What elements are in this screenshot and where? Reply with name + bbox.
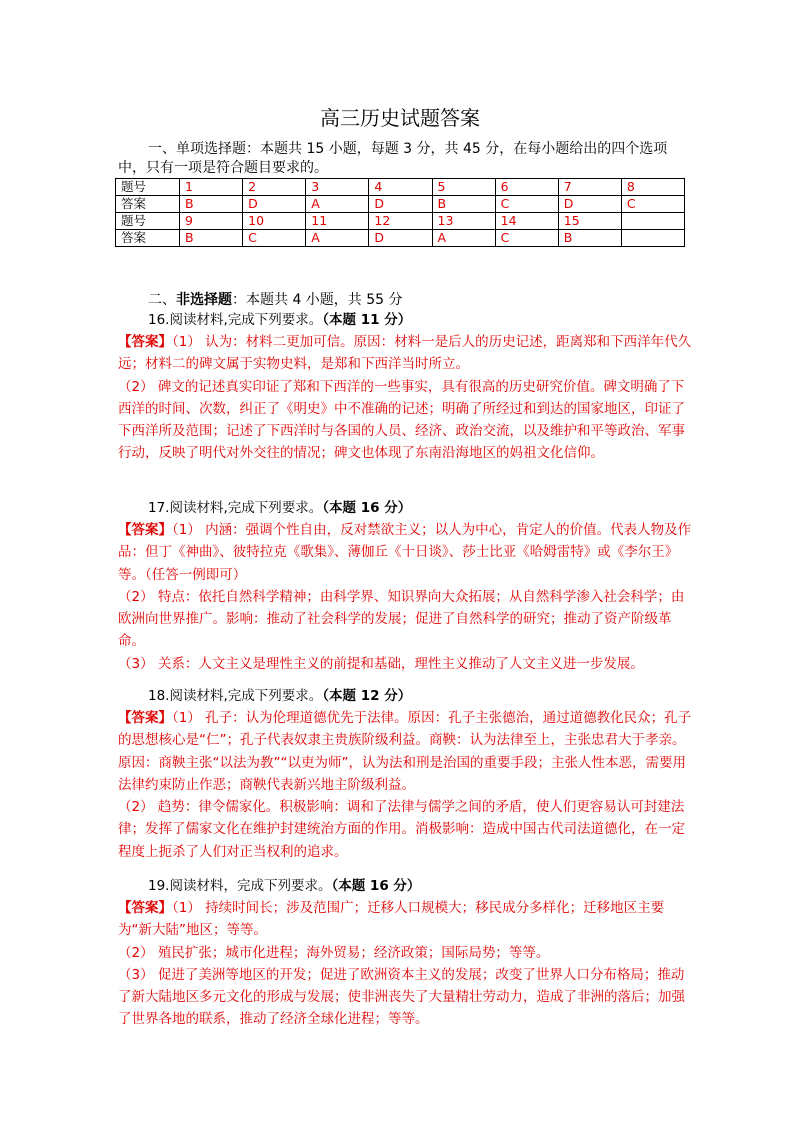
table-cell: A (306, 230, 369, 247)
table-row-answers (116, 230, 685, 247)
table-cell: D (558, 196, 621, 213)
table-row-label: 答案 (116, 230, 180, 247)
table-cell: 5 (432, 179, 495, 196)
table-cell: B (180, 230, 243, 247)
answer-part-3: （3） 促进了美洲等地区的开发；促进了欧洲资本主义的发展；改变了世界人口分布格局；推动了新大陆地区多元文化的形成与发展；使非洲丧失了大量精壮劳动力，造成了非洲的落后；加强了世界各地的联系，推动了经济全球化进程；等等。 (118, 966, 685, 1028)
question-18-score: （本题 12 分） (322, 688, 412, 704)
page-title: 高三历史试题答案 (320, 106, 480, 130)
question-18-heading (118, 686, 693, 707)
table-row-label: 题号 (116, 179, 180, 196)
section2-bold-label: 非选择题 (176, 292, 232, 308)
question-18-text: 18.阅读材料,完成下列要求。 (148, 688, 323, 704)
table-cell: 13 (432, 213, 495, 230)
answer-part-2: （2） 殖民扩张；城市化进程；海外贸易；经济政策；国际局势；等等。 (118, 944, 550, 961)
table-cell: 8 (621, 179, 684, 196)
table-row-question-numbers (116, 213, 685, 230)
question-16-heading (118, 310, 693, 331)
table-cell: 3 (306, 179, 369, 196)
section2-rest: ：本题共 4 小题，共 55 分 (232, 292, 403, 308)
table-cell: D (369, 196, 432, 213)
answer-tag: 【答案】 (118, 522, 172, 538)
question-16-answer (118, 331, 693, 465)
table-cell: C (495, 196, 558, 213)
table-cell: 9 (180, 213, 243, 230)
table-cell: C (621, 196, 684, 213)
section2-heading (148, 290, 403, 310)
table-cell (621, 213, 684, 230)
question-19-text: 19.阅读材料，完成下列要求。 (148, 878, 332, 894)
question-19-answer (118, 897, 693, 1031)
question-19-score: （本题 16 分） (331, 878, 421, 894)
answer-part-2: （2） 特点：依托自然科学精神；由科学界、知识界向大众拓展；从自然科学渗入社会科学；由欧洲向世界推广。影响：推动了社会科学的发展；促进了自然科学的研究；推动了资产阶级革命。 (118, 588, 685, 650)
table-cell: B (180, 196, 243, 213)
question-17-text: 17.阅读材料,完成下列要求。 (148, 500, 323, 516)
table-row-label: 题号 (116, 213, 180, 230)
table-cell: 6 (495, 179, 558, 196)
table-cell: 1 (180, 179, 243, 196)
answer-part-2: （2） 碑文的记述真实印证了郑和下西洋的一些事实，具有很高的历史研究价值。碑文明确了下西洋的时间、次数，纠正了《明史》中不准确的记述；明确了所经过和到达的国家地区，印证了下西洋所及范围；记述了下西洋时与各国的人员、经济、政治交流，以及维护和平等政治、军事行动，反映了明代对外交往的情况；碑文也体现了东南沿海地区的妈祖文化信仰。 (118, 378, 685, 462)
answer-table (115, 178, 685, 247)
question-17-answer (118, 519, 693, 675)
table-cell: B (432, 196, 495, 213)
table-cell: 15 (558, 213, 621, 230)
table-cell: 12 (369, 213, 432, 230)
question-16-text: 16.阅读材料,完成下列要求。 (148, 312, 323, 328)
section2-prefix: 二、 (148, 292, 176, 308)
table-cell: D (369, 230, 432, 247)
table-row-answers (116, 196, 685, 213)
answer-part-1: （1） 持续时间长；涉及范围广；迁移人口规模大；移民成分多样化；迁移地区主要为“新大陆”地区；等等。 (118, 900, 665, 939)
question-18-answer (118, 707, 693, 863)
table-cell (621, 230, 684, 247)
section1-instructions: 一、单项选择题：本题共 15 小题，每题 3 分，共 45 分，在每小题给出的四个选项中，只有一项是符合题目要求的。 (118, 141, 668, 176)
question-17-heading (118, 498, 693, 519)
table-cell: C (243, 230, 306, 247)
table-cell: 14 (495, 213, 558, 230)
answer-tag: 【答案】 (118, 334, 172, 350)
answer-tag: 【答案】 (118, 900, 172, 916)
question-19-heading (118, 876, 693, 897)
question-17 (118, 498, 693, 675)
table-cell: 7 (558, 179, 621, 196)
table-cell: 4 (369, 179, 432, 196)
question-16 (118, 310, 693, 465)
table-cell: B (558, 230, 621, 247)
answer-part-2: （2） 趋势：律令儒家化。积极影响：调和了法律与儒学之间的矛盾，使人们更容易认可封建法律；发挥了儒家文化在维护封建统治方面的作用。消极影响：造成中国古代司法道德化，在一定程度上扼杀了人们对正当权利的追求。 (118, 799, 685, 860)
table-cell: A (306, 196, 369, 213)
question-19 (118, 876, 693, 1031)
answer-tag: 【答案】 (118, 710, 172, 726)
table-cell: D (243, 196, 306, 213)
table-cell: C (495, 230, 558, 247)
table-cell: 10 (243, 213, 306, 230)
table-cell: A (432, 230, 495, 247)
answer-part-1: （1） 认为：材料二更加可信。原因：材料一是后人的历史记述，距离郑和下西洋年代久远；材料二的碑文属于实物史料，是郑和下西洋当时所立。 (118, 334, 692, 373)
answer-part-3: （3） 关系：人文主义是理性主义的前提和基础，理性主义推动了人文主义进一步发展。 (118, 655, 644, 672)
question-18 (118, 686, 693, 863)
answer-part-1: （1） 孔子：认为伦理道德优先于法律。原因：孔子主张德治，通过道德教化民众；孔子的思想核心是“仁”；孔子代表奴隶主贵族阶级利益。商鞅：认为法律至上，主张忠君大于孝亲。原因：商鞅主张“以法为教”“以吏为师”，认为法和刑是治国的重要手段；主张人性本恶，需要用法律约束防止作恶；商鞅代表新兴地主阶级利益。 (118, 710, 692, 793)
question-16-score: （本题 11 分） (322, 312, 412, 328)
table-row-question-numbers (116, 179, 685, 196)
question-17-score: （本题 16 分） (322, 500, 412, 516)
table-row-label: 答案 (116, 196, 180, 213)
answer-part-1: （1） 内涵：强调个性自由，反对禁欲主义；以人为中心，肯定人的价值。代表人物及作品：但丁《神曲》、彼特拉克《歌集》、薄伽丘《十日谈》、莎士比亚《哈姆雷特》或《李尔王》等。（任答一例即可） (118, 522, 692, 583)
table-cell: 11 (306, 213, 369, 230)
table-cell: 2 (243, 179, 306, 196)
